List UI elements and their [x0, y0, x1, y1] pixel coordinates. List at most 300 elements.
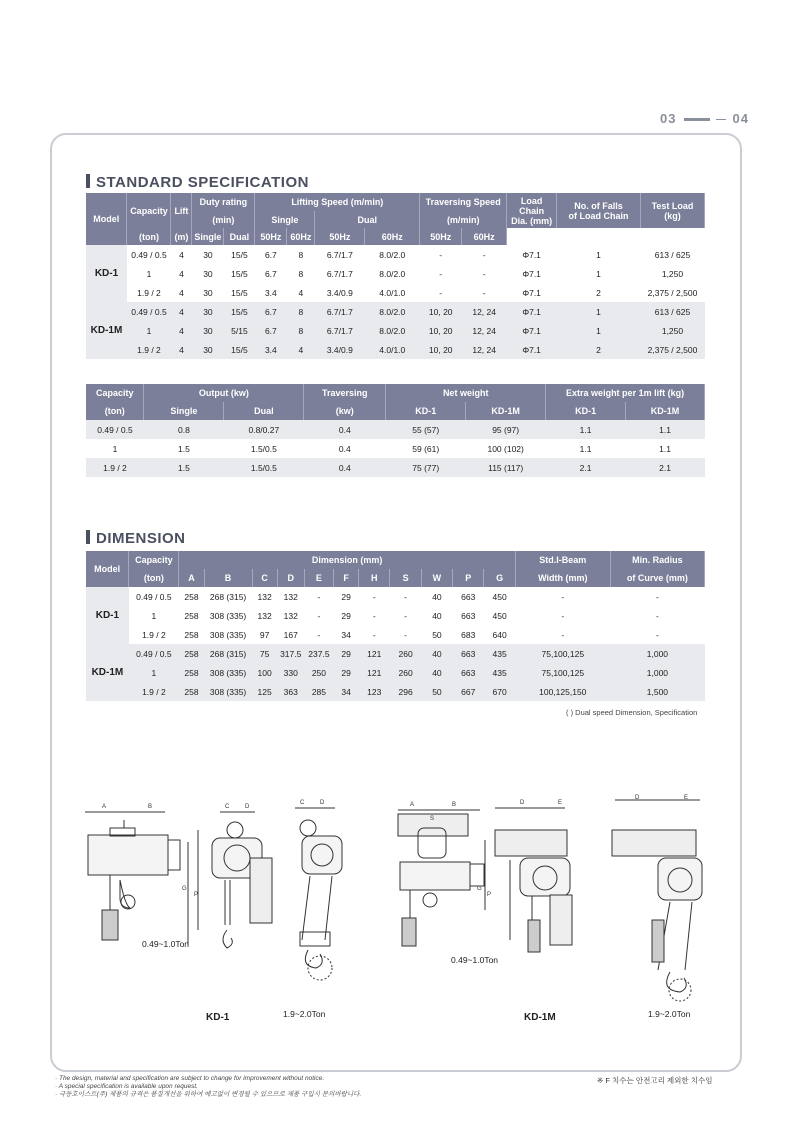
table-cell: 450 [492, 610, 507, 621]
table-cell: 1 [596, 268, 601, 279]
table-cell: 663 [461, 591, 476, 602]
footer-line-3: · 극동호이스트(주) 제품의 규격은 품질개선을 위하여 예고없이 변경될 수 있으므로 제품 구입시 문의바랍니다. [55, 1091, 362, 1098]
table-cell: 1.9 / 2 [127, 340, 171, 359]
table-cell: - [439, 287, 443, 298]
col-dimension: Dimension (mm) [179, 551, 515, 569]
table-cell: - [439, 249, 443, 260]
table-cell: 3.4 [255, 340, 287, 359]
table-cell: 1 [127, 321, 171, 340]
table-cell: 1.1 [579, 443, 592, 454]
svg-text:D: D [245, 804, 250, 810]
svg-text:D: D [635, 795, 640, 801]
col-dim-f: F [334, 569, 359, 587]
table-cell: 683 [461, 629, 476, 640]
table-cell: 132 [283, 591, 298, 602]
table-row [86, 606, 705, 625]
footer-notes [55, 1075, 361, 1099]
table-cell: 2 [557, 340, 641, 359]
table-cell: 1 [557, 321, 641, 340]
table-row [86, 340, 705, 359]
col-traversing: Traversing [304, 384, 386, 402]
table-cell: 75 (77) [386, 458, 466, 477]
table-cell: 308 (335) [209, 629, 247, 640]
table-cell: 8.0/2.0 [365, 302, 420, 321]
footer-line-1: · The design, material and specification are subject to change for improvement without notice. [55, 1075, 325, 1082]
table-cell: 121 [359, 644, 390, 663]
kd1-small-side-drawing [85, 812, 180, 940]
table-cell: - [482, 268, 486, 279]
col-capacity: Capacity [127, 193, 171, 228]
col-duty: Duty rating [192, 193, 255, 211]
table-cell: 4 [171, 302, 192, 321]
table-row [86, 458, 705, 477]
table-cell: 8 [287, 302, 315, 321]
table-cell: 100,125,150 [515, 682, 610, 701]
model-cell: KD-1 [86, 245, 127, 302]
dimension-note: ( ) Dual speed Dimension, Specification [566, 708, 698, 717]
svg-text:P: P [487, 892, 492, 898]
table-cell: 30 [203, 249, 213, 260]
table-cell: Φ7.1 [507, 321, 557, 340]
col-dim-h: H [359, 569, 390, 587]
table-cell: 258 [184, 591, 199, 602]
table-cell: 1,500 [610, 682, 704, 701]
kd1m-small-drawing [398, 810, 485, 946]
table-cell: 132 [257, 610, 272, 621]
table-cell: 15/5 [231, 249, 248, 260]
table-cell: Φ7.1 [522, 287, 541, 298]
table-cell: 6.7/1.7 [315, 321, 365, 340]
col-output: Output (kw) [144, 384, 304, 402]
table-cell: - [655, 591, 659, 602]
table-cell: 4 [179, 249, 184, 260]
col-model: Model [86, 193, 127, 245]
kd1-small-front-drawing [188, 812, 272, 948]
table-cell: 0.4 [338, 443, 351, 454]
table-cell: 0.49 / 0.5 [131, 249, 167, 260]
table-cell: - [372, 629, 376, 640]
col-ton: (ton) [129, 569, 179, 587]
col-extra-kd1m: KD-1M [626, 402, 705, 420]
table-cell: 1.1 [626, 420, 705, 439]
table-cell: 4 [179, 268, 184, 279]
col-extra-weight: Extra weight per 1m lift (kg) [546, 384, 705, 402]
table-cell: 6.7/1.7 [326, 268, 353, 279]
col-dim-c: C [252, 569, 277, 587]
table-cell: 258 [184, 629, 199, 640]
page-number-left: 03 [660, 111, 677, 126]
kd1-large-drawing [295, 808, 342, 980]
table-cell: 317.5 [277, 644, 304, 663]
svg-text:B: B [148, 804, 153, 810]
table-cell: 258 [179, 644, 204, 663]
table-cell: 15/5 [224, 340, 255, 359]
table-row [86, 321, 705, 340]
table-cell: 6.7/1.7 [315, 302, 365, 321]
table-cell: - [404, 591, 408, 602]
svg-text:D: D [520, 800, 525, 806]
table-cell: 55 (57) [386, 420, 466, 439]
dimension-table [86, 551, 705, 701]
table-cell: 1 [557, 302, 641, 321]
table-cell: 1 [151, 610, 157, 621]
table-cell: 2,375 / 2,500 [647, 287, 698, 298]
table-row [86, 682, 705, 701]
table-cell: 1.9 / 2 [86, 458, 144, 477]
table-cell: 4 [179, 287, 184, 298]
col-beam: Std.I-Beam [515, 551, 610, 569]
svg-text:A: A [410, 802, 415, 808]
table-cell: 15/5 [231, 268, 248, 279]
col-dim-g: G [484, 569, 515, 587]
table-cell: 15/5 [224, 302, 255, 321]
col-test-load: Test Load (kg) [640, 193, 704, 228]
table-cell: 8.0/2.0 [379, 249, 406, 260]
table-row [86, 644, 705, 663]
table-cell: 1.5/0.5 [224, 458, 304, 477]
table-cell: - [317, 629, 321, 640]
table-cell: 40 [421, 663, 452, 682]
table-cell: 29 [334, 663, 359, 682]
table-cell: 8.0/2.0 [365, 321, 420, 340]
table-cell: 12, 24 [462, 340, 507, 359]
table-row [86, 302, 705, 321]
table-cell: 1.5/0.5 [250, 443, 277, 454]
table-cell: 2.1 [626, 458, 705, 477]
col-radius: Min. Radius [610, 551, 704, 569]
table-cell: 1 [112, 443, 118, 454]
standard-spec-table [86, 193, 705, 359]
model-cell: KD-1M [86, 644, 129, 701]
table-cell: 435 [484, 644, 515, 663]
table-cell: 4 [298, 287, 304, 298]
table-cell: 34 [341, 629, 351, 640]
table-cell: 4.0/1.0 [379, 287, 406, 298]
col-extra-kd1: KD-1 [546, 402, 626, 420]
table-cell: 363 [277, 682, 304, 701]
table-cell: 97 [259, 629, 270, 640]
table-cell: 10, 20 [420, 302, 462, 321]
table-cell: 6.7 [255, 302, 287, 321]
table-cell: 4 [171, 340, 192, 359]
table-cell: Φ7.1 [522, 249, 541, 260]
table-cell: 95 (97) [466, 420, 546, 439]
table-cell: 29 [334, 644, 359, 663]
table-cell: 0.8 [144, 420, 224, 439]
table-row [86, 420, 705, 439]
table-cell: 5/15 [224, 321, 255, 340]
model-cell: KD-1M [86, 302, 127, 359]
table-cell: - [372, 591, 376, 602]
table-cell: 0.49 / 0.5 [86, 420, 144, 439]
table-cell: 258 [184, 610, 199, 621]
table-cell: 1.1 [546, 420, 626, 439]
svg-text:C: C [300, 800, 305, 806]
kd1m-small-caption: 0.49~1.0Ton [451, 955, 499, 965]
svg-text:D: D [320, 800, 325, 806]
col-duty-dual: Dual [224, 228, 255, 245]
table-cell: 8.0/2.0 [379, 268, 406, 279]
table-cell: 1 [129, 663, 179, 682]
col-dual: Dual [315, 211, 420, 228]
table-cell: 613 / 625 [654, 249, 691, 260]
table-cell: 121 [359, 663, 390, 682]
table-cell: 123 [359, 682, 390, 701]
model-cell: KD-1 [86, 587, 129, 644]
table-cell: 1.9 / 2 [142, 629, 166, 640]
svg-text:B: B [452, 802, 457, 808]
col-dim-a: A [179, 569, 204, 587]
kd1-label: KD-1 [206, 1012, 230, 1023]
col-net-kd1m: KD-1M [466, 402, 546, 420]
table-cell: 260 [390, 663, 421, 682]
table-row [86, 245, 705, 264]
table-cell: 667 [453, 682, 484, 701]
col-lift: Lift [171, 193, 192, 228]
table-cell: - [439, 268, 443, 279]
table-cell: 115 (117) [466, 458, 546, 477]
table-cell: 167 [283, 629, 298, 640]
table-cell: 0.49 / 0.5 [136, 591, 172, 602]
col-traversing-unit: (m/min) [420, 211, 507, 228]
col-kw: (kw) [304, 402, 386, 420]
col-model: Model [86, 551, 129, 587]
footer-line-2: · A special specification is available upon request. [55, 1083, 198, 1090]
svg-text:P: P [194, 892, 199, 898]
table-cell: 3.4/0.9 [326, 287, 353, 298]
col-dim-w: W [421, 569, 452, 587]
table-cell: 40 [432, 591, 442, 602]
table-cell: 75 [252, 644, 277, 663]
table-cell: 10, 20 [420, 321, 462, 340]
kd1-small-caption: 0.49~1.0Ton [142, 939, 190, 949]
kd1m-label: KD-1M [524, 1012, 556, 1023]
table-cell: 0.4 [304, 458, 386, 477]
table-cell: 30 [203, 268, 213, 279]
col-load-chain: Load Chain Dia. (mm) [507, 193, 557, 228]
page-number-right: 04 [732, 111, 749, 126]
kd1-large-caption: 1.9~2.0Ton [283, 1009, 326, 1019]
kd1m-large-caption: 1.9~2.0Ton [648, 1009, 691, 1019]
table-cell: 1.1 [659, 443, 671, 454]
table-cell: 1,000 [610, 663, 704, 682]
table-cell: 435 [484, 663, 515, 682]
table-cell: 1.9 / 2 [137, 287, 161, 298]
table-cell: 6.7 [255, 321, 287, 340]
table-cell: 4.0/1.0 [365, 340, 420, 359]
table-cell: 100 (102) [487, 443, 524, 454]
table-cell: 8 [287, 321, 315, 340]
table-cell: 670 [484, 682, 515, 701]
col-beam-width: Width (mm) [515, 569, 610, 587]
table-cell: - [317, 610, 321, 621]
table-cell: 663 [461, 610, 476, 621]
table-cell: 6.7 [264, 249, 277, 260]
table-cell: 1,250 [661, 268, 684, 279]
col-hz60: 60Hz [365, 228, 420, 245]
table-cell: 8 [298, 249, 304, 260]
table-cell: 125 [252, 682, 277, 701]
table-cell: 1.5 [178, 443, 190, 454]
table-cell: 50 [421, 682, 452, 701]
col-capacity: Capacity [129, 551, 179, 569]
table-cell: 12, 24 [462, 321, 507, 340]
col-net-weight: Net weight [386, 384, 546, 402]
table-cell: 250 [304, 663, 333, 682]
table-cell: 296 [390, 682, 421, 701]
table-row [86, 625, 705, 644]
col-ton: (ton) [127, 228, 171, 245]
col-traversing: Traversing Speed [420, 193, 507, 211]
table-cell: 640 [492, 629, 507, 640]
table-cell: - [655, 629, 659, 640]
col-hz50: 50Hz [255, 228, 287, 245]
table-cell: - [561, 591, 565, 602]
col-falls: No. of Falls of Load Chain [557, 193, 641, 228]
table-cell: 132 [257, 591, 272, 602]
table-cell: Φ7.1 [507, 340, 557, 359]
table-cell: 6.7/1.7 [326, 249, 353, 260]
table-cell: 75,100,125 [515, 663, 610, 682]
table-cell: 34 [334, 682, 359, 701]
table-cell: 0.49 / 0.5 [127, 302, 171, 321]
table-cell: 29 [341, 591, 351, 602]
col-dual: Dual [224, 402, 304, 420]
table-cell: 75,100,125 [515, 644, 610, 663]
table-cell: 29 [341, 610, 351, 621]
table-cell: 4 [287, 340, 315, 359]
table-cell: 8 [298, 268, 304, 279]
hoist-drawings [80, 795, 720, 1030]
table-cell: 2.1 [546, 458, 626, 477]
col-radius-curve: of Curve (mm) [610, 569, 704, 587]
table-cell: 268 (315) [209, 591, 247, 602]
dimension-title: DIMENSION [86, 530, 186, 547]
col-dim-p: P [453, 569, 484, 587]
table-cell: 285 [304, 682, 333, 701]
table-cell: 258 [179, 663, 204, 682]
col-m: (m) [171, 228, 192, 245]
col-hz60: 60Hz [462, 228, 507, 245]
page-numbers [660, 111, 749, 126]
table-cell: 450 [492, 591, 507, 602]
table-row [86, 283, 705, 302]
table-row [86, 587, 705, 606]
table-cell: Φ7.1 [507, 302, 557, 321]
kd1m-large-drawing [612, 800, 702, 1001]
table-row [86, 264, 705, 283]
footer-right-note: ※ F 치수는 안전고리 제외한 치수임 [597, 1076, 713, 1085]
table-cell: - [372, 610, 376, 621]
table-cell: 0.4 [304, 420, 386, 439]
table-cell: 613 / 625 [640, 302, 704, 321]
svg-text:C: C [225, 804, 230, 810]
table-cell: 1.9 / 2 [129, 682, 179, 701]
table-cell: 15/5 [231, 287, 248, 298]
svg-text:G: G [182, 886, 187, 892]
svg-text:S: S [430, 816, 435, 822]
table-cell: 30 [203, 287, 213, 298]
table-cell: - [655, 610, 659, 621]
output-table [86, 384, 705, 477]
table-cell: 1.5 [144, 458, 224, 477]
table-cell: 268 (315) [204, 644, 252, 663]
col-duty-single: Single [192, 228, 224, 245]
col-single: Single [144, 402, 224, 420]
col-single: Single [255, 211, 315, 228]
kd1m-small-front-drawing [495, 808, 572, 952]
table-cell: - [404, 610, 408, 621]
col-hz50: 50Hz [420, 228, 462, 245]
col-dim-s: S [390, 569, 421, 587]
svg-text:A: A [102, 804, 107, 810]
table-cell: 237.5 [304, 644, 333, 663]
table-cell: 30 [192, 321, 224, 340]
table-cell: 100 [252, 663, 277, 682]
table-cell: - [561, 610, 565, 621]
table-cell: 258 [179, 682, 204, 701]
table-row [86, 663, 705, 682]
table-cell: 30 [192, 302, 224, 321]
table-cell: 663 [453, 644, 484, 663]
table-row [86, 439, 705, 458]
col-capacity: Capacity [86, 384, 144, 402]
table-cell: 59 (61) [412, 443, 440, 454]
col-ton: (ton) [86, 402, 144, 420]
table-cell: 308 (335) [209, 610, 247, 621]
table-cell: 3.4/0.9 [315, 340, 365, 359]
table-cell: 50 [432, 629, 442, 640]
svg-text:E: E [558, 800, 563, 806]
table-cell: 132 [283, 610, 298, 621]
svg-text:G: G [477, 886, 482, 892]
col-hz50: 50Hz [315, 228, 365, 245]
standard-spec-title: STANDARD SPECIFICATION [86, 174, 309, 191]
table-cell: 30 [192, 340, 224, 359]
table-cell: - [561, 629, 565, 640]
table-cell: 3.4 [264, 287, 277, 298]
svg-text:E: E [684, 795, 689, 801]
table-cell: 1 [596, 249, 601, 260]
table-cell: - [404, 629, 408, 640]
table-cell: 0.8/0.27 [224, 420, 304, 439]
table-cell: 2,375 / 2,500 [640, 340, 704, 359]
col-net-kd1: KD-1 [386, 402, 466, 420]
table-cell: - [482, 249, 486, 260]
table-cell: 260 [390, 644, 421, 663]
table-cell: - [317, 591, 321, 602]
table-cell: 663 [453, 663, 484, 682]
col-dim-b: B [204, 569, 252, 587]
table-cell: 2 [596, 287, 601, 298]
table-cell: 308 (335) [204, 663, 252, 682]
table-cell: - [482, 287, 486, 298]
col-hz60: 60Hz [287, 228, 315, 245]
table-cell: 308 (335) [204, 682, 252, 701]
col-lifting: Lifting Speed (m/min) [255, 193, 420, 211]
col-duty-unit: (min) [192, 211, 255, 228]
col-dim-e: E [304, 569, 333, 587]
col-dim-d: D [277, 569, 304, 587]
table-cell: 6.7 [264, 268, 277, 279]
table-cell: 10, 20 [420, 340, 462, 359]
table-cell: 1,000 [610, 644, 704, 663]
table-cell: 1 [146, 268, 152, 279]
table-cell: 12, 24 [462, 302, 507, 321]
table-cell: 40 [432, 610, 442, 621]
table-cell: 1,250 [640, 321, 704, 340]
table-cell: 330 [277, 663, 304, 682]
